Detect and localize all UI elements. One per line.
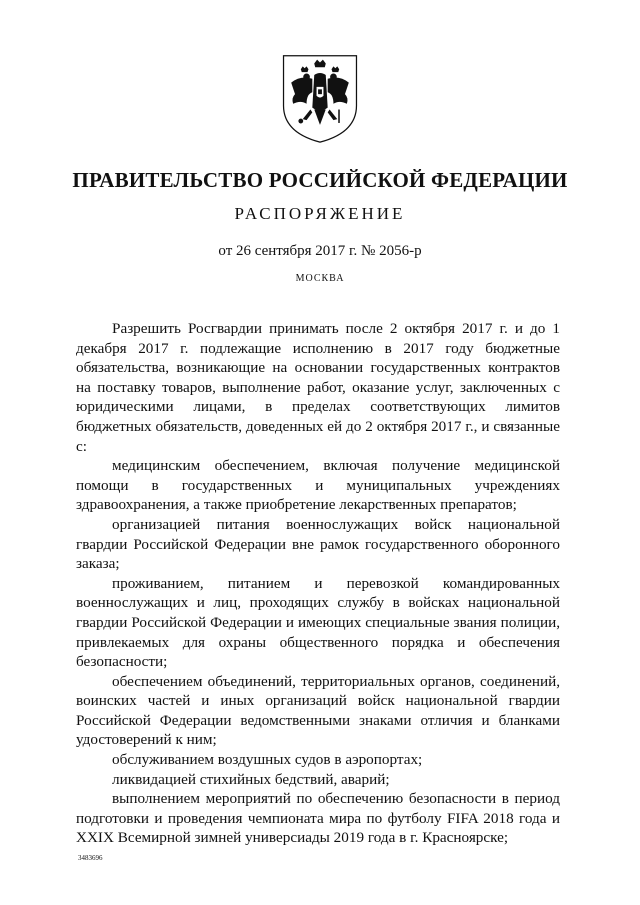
paragraph: обеспечением объединений, территориальных органов, соединений, воинских частей и иных организаций войск национальной гвардии Российской Федерации ведомственными знаками отличия и бланками удостоверений к ним; [76,672,560,749]
paragraph: ликвидацией стихийных бедствий, аварий; [112,770,390,788]
document-type: РАСПОРЯЖЕНИЕ [234,204,406,223]
paragraph: выполнением мероприятий по обеспечению безопасности в период подготовки и проведения чемпионата мира по футболу FIFA 2018 года и XXIX Всемирной зимней универсиады 2019 года в г. Красноярске; [76,790,560,847]
paragraph: Разрешить Росгвардии принимать после 2 октября 2017 г. и до 1 декабря 2017 г. подлежащие исполнению в 2017 году бюджетные обязательства, возникающие на основании государственных контрактов на поставку товаров, выполнение работ, оказание услуг, заключенных с юридическими лицами, в пределах соответствующих лимитов бюджетных обязательств, доведенных ей до 2 октября 2017 г., и связанные с: [76,320,560,455]
paragraph: обслуживанием воздушных судов в аэропортах; [112,751,423,769]
government-title: ПРАВИТЕЛЬСТВО РОССИЙСКОЙ ФЕДЕРАЦИИ [72,168,568,192]
document-city: МОСКВА [295,273,345,284]
page-code: 3483696 [78,854,103,862]
coat-of-arms-icon [272,50,368,146]
document-body [76,319,560,848]
paragraph: организацией питания военнослужащих войск национальной гвардии Российской Федерации вне рамок государственного оборонного заказа; [76,515,560,573]
paragraph: медицинским обеспечением, включая получение медицинской помощи в государственных и муниципальных учреждениях здравоохранения, а также приобретение лекарственных препаратов; [76,457,560,514]
document-date-number: от 26 сентября 2017 г. № 2056-р [218,243,422,259]
paragraph: проживанием, питанием и перевозкой командированных военнослужащих и лиц, проходящих службу в войсках национальной гвардии Российской Федерации и имеющих специальные звания полиции, привлекаемых для охраны общественного порядка и обеспечения безопасности; [76,574,560,671]
